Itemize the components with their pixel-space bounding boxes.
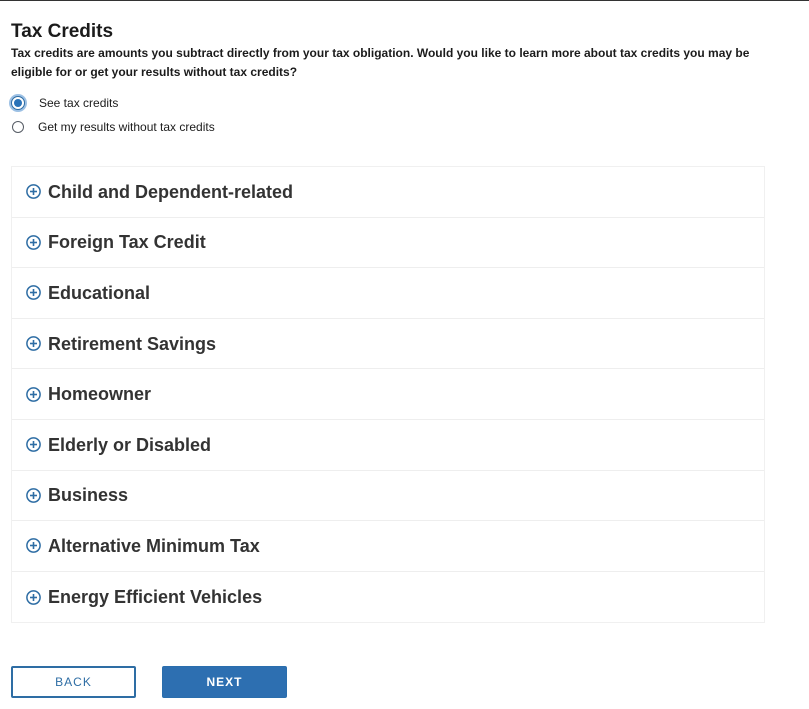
accordion-energy-efficient-vehicles[interactable] xyxy=(12,572,764,623)
expand-plus-icon[interactable] xyxy=(25,538,41,554)
accordion-alternative-minimum-tax[interactable] xyxy=(12,521,764,572)
tax-credit-choice-group xyxy=(11,91,215,139)
accordion-label: Retirement Savings xyxy=(48,333,217,354)
expand-plus-icon[interactable] xyxy=(25,589,41,605)
accordion-elderly-disabled[interactable] xyxy=(12,420,764,471)
accordion-business[interactable] xyxy=(12,471,764,522)
accordion-label: Homeowner xyxy=(48,384,152,405)
accordion-educational[interactable] xyxy=(12,268,764,319)
accordion-foreign-tax-credit[interactable] xyxy=(12,218,764,269)
radio-results-without-credits[interactable] xyxy=(11,115,215,139)
accordion-retirement-savings[interactable] xyxy=(12,319,764,370)
top-divider xyxy=(0,0,809,1)
next-button[interactable]: NEXT xyxy=(162,666,287,698)
accordion-label: Elderly or Disabled xyxy=(48,434,212,455)
radio-label-results-without-credits: Get my results without tax credits xyxy=(38,120,215,134)
accordion-label: Foreign Tax Credit xyxy=(48,232,206,253)
expand-plus-icon[interactable] xyxy=(25,487,41,503)
accordion-label: Business xyxy=(48,485,129,506)
expand-plus-icon[interactable] xyxy=(25,437,41,453)
back-button[interactable]: BACK xyxy=(11,666,136,698)
expand-plus-icon[interactable] xyxy=(25,285,41,301)
expand-plus-icon[interactable] xyxy=(25,184,41,200)
radio-label-see-tax-credits: See tax credits xyxy=(39,96,119,110)
accordion-label: Energy Efficient Vehicles xyxy=(48,587,263,608)
expand-plus-icon[interactable] xyxy=(25,336,41,352)
radio-see-tax-credits[interactable] xyxy=(11,91,215,115)
radio-selected-icon[interactable] xyxy=(11,96,25,110)
tax-credit-accordion xyxy=(11,166,765,623)
accordion-label: Educational xyxy=(48,282,151,303)
section-title: Tax Credits xyxy=(11,21,114,42)
accordion-child-dependent[interactable] xyxy=(12,167,764,218)
radio-unselected-icon[interactable] xyxy=(12,121,24,133)
section-description: Tax credits are amounts you subtract directly from your tax obligation. Would you like to learn more about tax credits you may be eligible for or get your results without tax credits? xyxy=(11,46,750,79)
accordion-label: Child and Dependent-related xyxy=(48,181,294,202)
expand-plus-icon[interactable] xyxy=(25,386,41,402)
expand-plus-icon[interactable] xyxy=(25,234,41,250)
accordion-homeowner[interactable] xyxy=(12,369,764,420)
accordion-label: Alternative Minimum Tax xyxy=(48,535,260,556)
